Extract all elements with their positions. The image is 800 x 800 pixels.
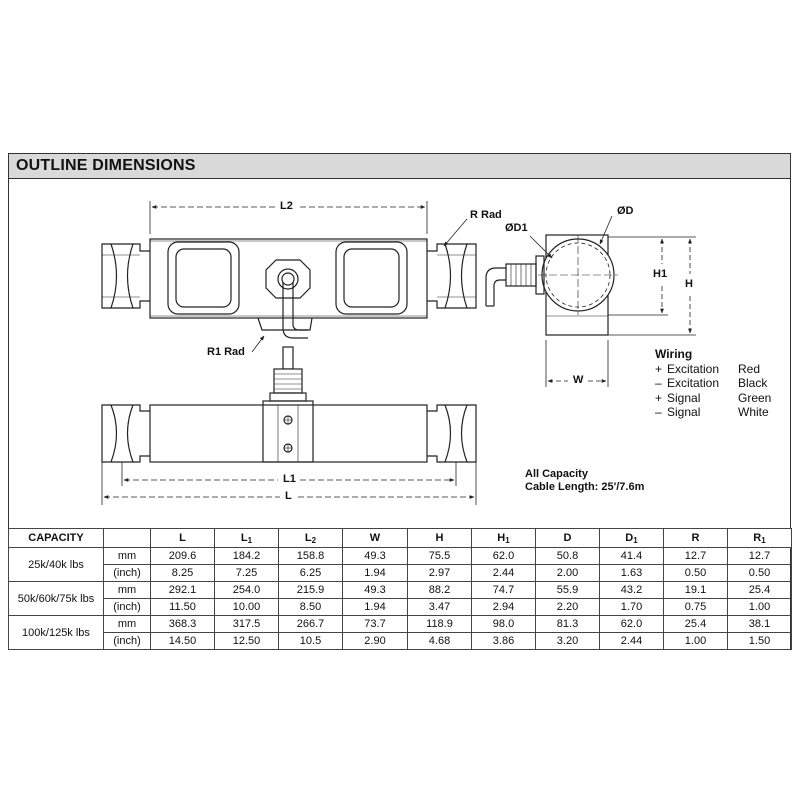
unit-cell: (inch) — [104, 565, 151, 582]
wiring-color: Green — [738, 390, 772, 405]
wiring-sign: + — [655, 361, 663, 376]
table-row — [9, 582, 792, 599]
wiring-row — [655, 405, 771, 420]
value-cell: 3.47 — [408, 599, 472, 616]
value-cell: 25.4 — [664, 616, 728, 633]
header-col-base: R — [753, 531, 762, 544]
unit-cell: (inch) — [104, 599, 151, 616]
label-l1: L1 — [283, 473, 296, 485]
header-col-sub: 1 — [761, 535, 766, 545]
value-cell: 12.7 — [664, 548, 728, 565]
wiring-name: Signal — [667, 390, 701, 405]
capacity-note-line2: Cable Length: 25'/7.6m — [525, 481, 645, 493]
value-cell: 368.3 — [151, 616, 215, 633]
value-cell: 49.3 — [343, 582, 408, 599]
table-row — [9, 616, 792, 633]
value-cell: 3.20 — [536, 633, 600, 650]
value-cell: 62.0 — [472, 548, 536, 565]
value-cell: 12.7 — [728, 548, 792, 565]
header-col — [215, 529, 279, 548]
label-l: L — [285, 490, 292, 502]
value-cell: 14.50 — [151, 633, 215, 650]
label-r-rad: R Rad — [470, 209, 502, 221]
header-col-base: D — [563, 531, 572, 544]
capacity-cell: 25k/40k lbs — [9, 548, 104, 582]
header-col-base: L — [240, 531, 248, 544]
capacity-cell: 50k/60k/75k lbs — [9, 582, 104, 616]
wiring-name: Excitation — [667, 361, 720, 376]
table-header-row — [9, 529, 792, 548]
value-cell: 41.4 — [600, 548, 664, 565]
label-h: H — [685, 278, 693, 290]
header-col — [343, 529, 408, 548]
unit-cell: mm — [104, 582, 151, 599]
value-cell: 2.44 — [472, 565, 536, 582]
value-cell: 88.2 — [408, 582, 472, 599]
value-cell: 2.00 — [536, 565, 600, 582]
header-col-base: L — [179, 531, 186, 544]
value-cell: 0.75 — [664, 599, 728, 616]
value-cell: 55.9 — [536, 582, 600, 599]
value-cell: 50.8 — [536, 548, 600, 565]
label-h1: H1 — [653, 268, 668, 280]
value-cell: 10.00 — [215, 599, 279, 616]
value-cell: 118.9 — [408, 616, 472, 633]
label-r1-rad: R1 Rad — [207, 346, 245, 358]
top-view — [102, 201, 476, 352]
header-col — [279, 529, 343, 548]
header-col — [728, 529, 792, 548]
value-cell: 0.50 — [664, 565, 728, 582]
label-od: ØD — [617, 205, 634, 217]
value-cell: 266.7 — [279, 616, 343, 633]
capacity-note-line1: All Capacity — [525, 468, 588, 480]
table-body — [9, 548, 792, 650]
table-row — [9, 565, 792, 582]
value-cell: 7.25 — [215, 565, 279, 582]
wiring-sign: – — [655, 405, 662, 419]
dimensions-table — [8, 528, 792, 650]
header-col — [536, 529, 600, 548]
value-cell: 75.5 — [408, 548, 472, 565]
header-col — [600, 529, 664, 548]
value-cell: 4.68 — [408, 633, 472, 650]
value-cell: 2.44 — [600, 633, 664, 650]
header-col — [408, 529, 472, 548]
wiring-row — [655, 376, 771, 391]
value-cell: 6.25 — [279, 565, 343, 582]
header-col-base: D — [625, 531, 634, 544]
value-cell: 158.8 — [279, 548, 343, 565]
header-col-sub: 1 — [633, 535, 638, 545]
value-cell: 10.5 — [279, 633, 343, 650]
value-cell: 184.2 — [215, 548, 279, 565]
value-cell: 209.6 — [151, 548, 215, 565]
value-cell: 0.50 — [728, 565, 792, 582]
value-cell: 98.0 — [472, 616, 536, 633]
wiring-row — [655, 362, 771, 377]
value-cell: 1.50 — [728, 633, 792, 650]
wiring-title: Wiring — [655, 347, 693, 361]
value-cell: 43.2 — [600, 582, 664, 599]
header-col-base: W — [369, 531, 381, 544]
label-w: W — [573, 374, 584, 386]
value-cell: 1.70 — [600, 599, 664, 616]
wiring-name: Signal — [667, 405, 701, 419]
value-cell: 74.7 — [472, 582, 536, 599]
value-cell: 38.1 — [728, 616, 792, 633]
value-cell: 11.50 — [151, 599, 215, 616]
value-cell: 215.9 — [279, 582, 343, 599]
value-cell: 8.25 — [151, 565, 215, 582]
wiring-sign: – — [655, 376, 662, 390]
header-col-base: R — [691, 531, 700, 544]
table-row — [9, 633, 792, 650]
value-cell: 3.86 — [472, 633, 536, 650]
wiring-sign: + — [655, 390, 663, 405]
header-col — [664, 529, 728, 548]
header-col — [472, 529, 536, 548]
value-cell: 62.0 — [600, 616, 664, 633]
wiring-row — [655, 391, 771, 406]
header-col — [151, 529, 215, 548]
value-cell: 1.00 — [728, 599, 792, 616]
value-cell: 73.7 — [343, 616, 408, 633]
value-cell: 19.1 — [664, 582, 728, 599]
value-cell: 25.4 — [728, 582, 792, 599]
wiring-color: Black — [738, 376, 768, 390]
label-od1: ØD1 — [505, 222, 528, 234]
value-cell: 317.5 — [215, 616, 279, 633]
header-col-base: H — [497, 531, 506, 544]
value-cell: 12.50 — [215, 633, 279, 650]
value-cell: 292.1 — [151, 582, 215, 599]
section-title: OUTLINE DIMENSIONS — [16, 157, 196, 174]
unit-cell: mm — [104, 548, 151, 565]
unit-cell: (inch) — [104, 633, 151, 650]
value-cell: 81.3 — [536, 616, 600, 633]
value-cell: 2.90 — [343, 633, 408, 650]
value-cell: 1.94 — [343, 565, 408, 582]
value-cell: 2.97 — [408, 565, 472, 582]
wiring-name: Excitation — [667, 376, 720, 390]
header-col-sub: 1 — [505, 535, 510, 545]
value-cell: 1.00 — [664, 633, 728, 650]
label-l2: L2 — [280, 200, 293, 212]
value-cell: 2.20 — [536, 599, 600, 616]
capacity-cell: 100k/125k lbs — [9, 616, 104, 650]
value-cell: 2.94 — [472, 599, 536, 616]
wiring-color: Red — [738, 361, 761, 376]
header-col-sub: 1 — [247, 535, 253, 545]
capacity-note — [525, 468, 644, 494]
value-cell: 1.94 — [343, 599, 408, 616]
value-cell: 8.50 — [279, 599, 343, 616]
table-row — [9, 548, 792, 565]
header-col-base: H — [435, 531, 444, 544]
header-col-sub: 2 — [311, 535, 317, 545]
value-cell: 1.63 — [600, 565, 664, 582]
value-cell: 254.0 — [215, 582, 279, 599]
wiring-legend — [655, 347, 771, 420]
header-capacity: CAPACITY — [9, 529, 104, 548]
table-row — [9, 599, 792, 616]
unit-cell: mm — [104, 616, 151, 633]
header-unit — [104, 529, 151, 548]
value-cell: 49.3 — [343, 548, 408, 565]
wiring-color: White — [738, 405, 769, 419]
header-col-base: L — [304, 531, 312, 544]
